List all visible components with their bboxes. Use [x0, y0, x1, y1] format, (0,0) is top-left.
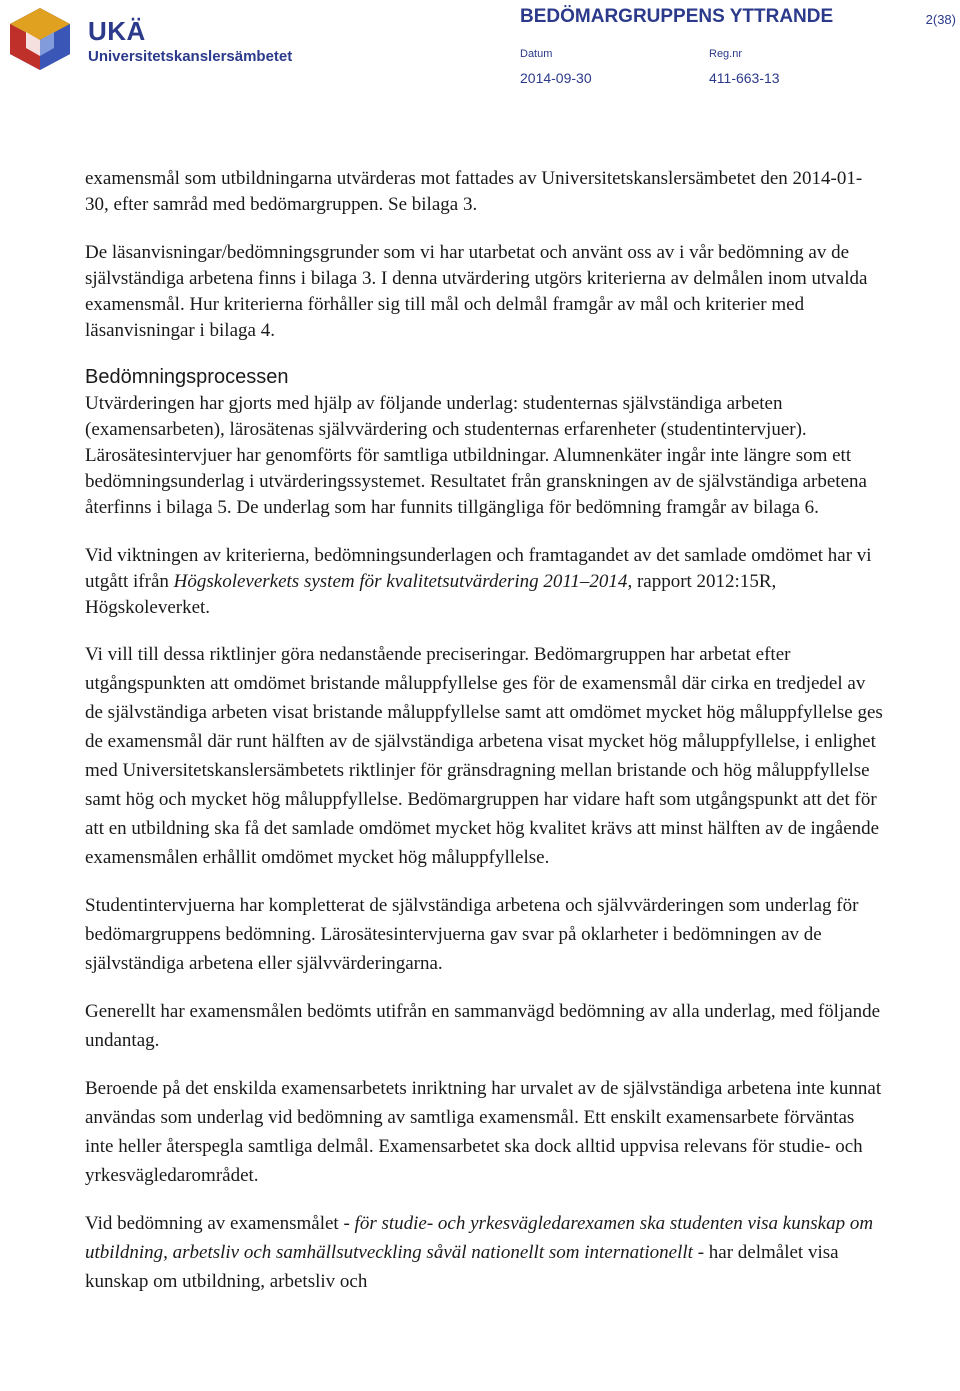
document-type-title: BEDÖMARGRUPPENS YTTRANDE — [520, 6, 834, 27]
registration-value: 411-663-13 — [709, 70, 780, 86]
section-heading: Bedömningsprocessen — [85, 366, 289, 388]
paragraph-examensmal: examensmål som utbildningarna utvärderas mot fattades av Universitetskanslersämbetet den 2014-01-30, efter samråd med bedömargruppen. Se bilaga 3. — [85, 168, 863, 215]
logo-organization-name: Universitetskanslersämbetet — [88, 48, 293, 65]
registration-label: Reg.nr — [709, 48, 743, 60]
date-value: 2014-09-30 — [520, 70, 592, 86]
examensmal-quote: för studie- och yrkesvägledarexamen ska studenten visa kunskap om utbildning, arbetsliv och samhällsutveckling såväl nationellt som internationellt — [85, 1213, 874, 1263]
logo-emblem-icon — [8, 6, 72, 72]
examensmal-text-end: - har delmålet visa kunskap om utbildning, arbetsliv och — [85, 1242, 839, 1292]
viktning-text-end: , rapport 2012:15R, Högskoleverket. — [85, 571, 777, 618]
paragraph-preciseringar: Vi vill till dessa riktlinjer göra nedanstående preciseringar. Bedömargruppen har arbetat efter utgångspunkten att omdömet bristande måluppfyllelse ges för de examensmål där cirka en tredjedel av de självständiga arbeten visat bristande måluppfyllelse samt att omdömet mycket hög måluppfyllelse ges de examensmål där runt hälften av de självständiga arbetena visat mycket hög måluppfyllelse, i enlighet med Universitetskanslersämbetets riktlinjer för gränsdragning mellan bristande och hög måluppfyllelse samt hög och mycket hög måluppfyllelse. Bedömargruppen har vidare haft som utgångspunkt att det för att en utbildning ska få det samlade omdömet mycket hög kvalitet krävs att minst hälften av de ingående examensmålen erhållit omdömet mycket hög måluppfyllelse. — [85, 644, 883, 868]
page-header — [0, 0, 960, 110]
paragraph-examensmalet — [85, 1209, 885, 1296]
page-number: 2(38) — [925, 12, 956, 27]
logo-abbreviation: UKÄ — [88, 16, 146, 46]
viktning-text-start: Vid viktningen av kriterierna, bedömningsunderlagen och framtagandet av det samlade omdömet har vi utgått ifrån — [85, 545, 872, 592]
paragraph-viktning — [85, 543, 885, 621]
paragraph-underlag: Utvärderingen har gjorts med hjälp av följande underlag: studenternas självständiga arbeten (examensarbeten), lärosätenas självvärdering och studenternas erfarenheter (studentintervjuer). Lärosätesintervjuer har genomförts för samtliga utbildningar. Alumnenkäter ingår inte längre som ett bedömningsunderlag i utvärderingssystemet. Resultatet från granskningen av de självständiga arbetena återfinns i bilaga 5. De underlag som har funnits tillgängliga för bedömning framgår av bilaga 6. — [85, 393, 867, 518]
examensmal-text-start: Vid bedömning av examensmålet - — [85, 1213, 355, 1234]
report-title: Högskoleverkets system för kvalitetsutvärdering 2011–2014 — [173, 571, 628, 592]
paragraph-generellt: Generellt har examensmålen bedömts utifrån en sammanvägd bedömning av alla underlag, med följande undantag. — [85, 1001, 881, 1051]
paragraph-studentintervjuer: Studentintervjuerna har kompletterat de självständiga arbetena och självvärderingen som underlag för bedömargruppens bedömning. Lärosätesintervjuerna gav svar på oklarheter i bedömningen av de självständiga arbetena eller självvärderingarna. — [85, 895, 859, 974]
date-label: Datum — [520, 48, 553, 60]
paragraph-lasanvisningar: De läsanvisningar/bedömningsgrunder som vi har utarbetat och använt oss av i vår bedömning av de självständiga arbetena finns i bilaga 3. I denna utvärdering utgörs kriterierna av delmålen inom utvalda examensmål. Hur kriterierna förhåller sig till mål och delmål framgår av mål och kriterier med läsanvisningar i bilaga 4. — [85, 242, 868, 341]
paragraph-beroende: Beroende på det enskilda examensarbetets inriktning har urvalet av de självständiga arbetena inte kunnat användas som underlag vid bedömning av samtliga examensmål. Ett enskilt examensarbete förväntas inte heller återspegla samtliga delmål. Examensarbetet ska dock alltid uppvisa relevans för studie- och yrkesvägledarområdet. — [85, 1078, 882, 1186]
organization-logo — [8, 6, 308, 76]
document-body — [85, 166, 885, 1296]
